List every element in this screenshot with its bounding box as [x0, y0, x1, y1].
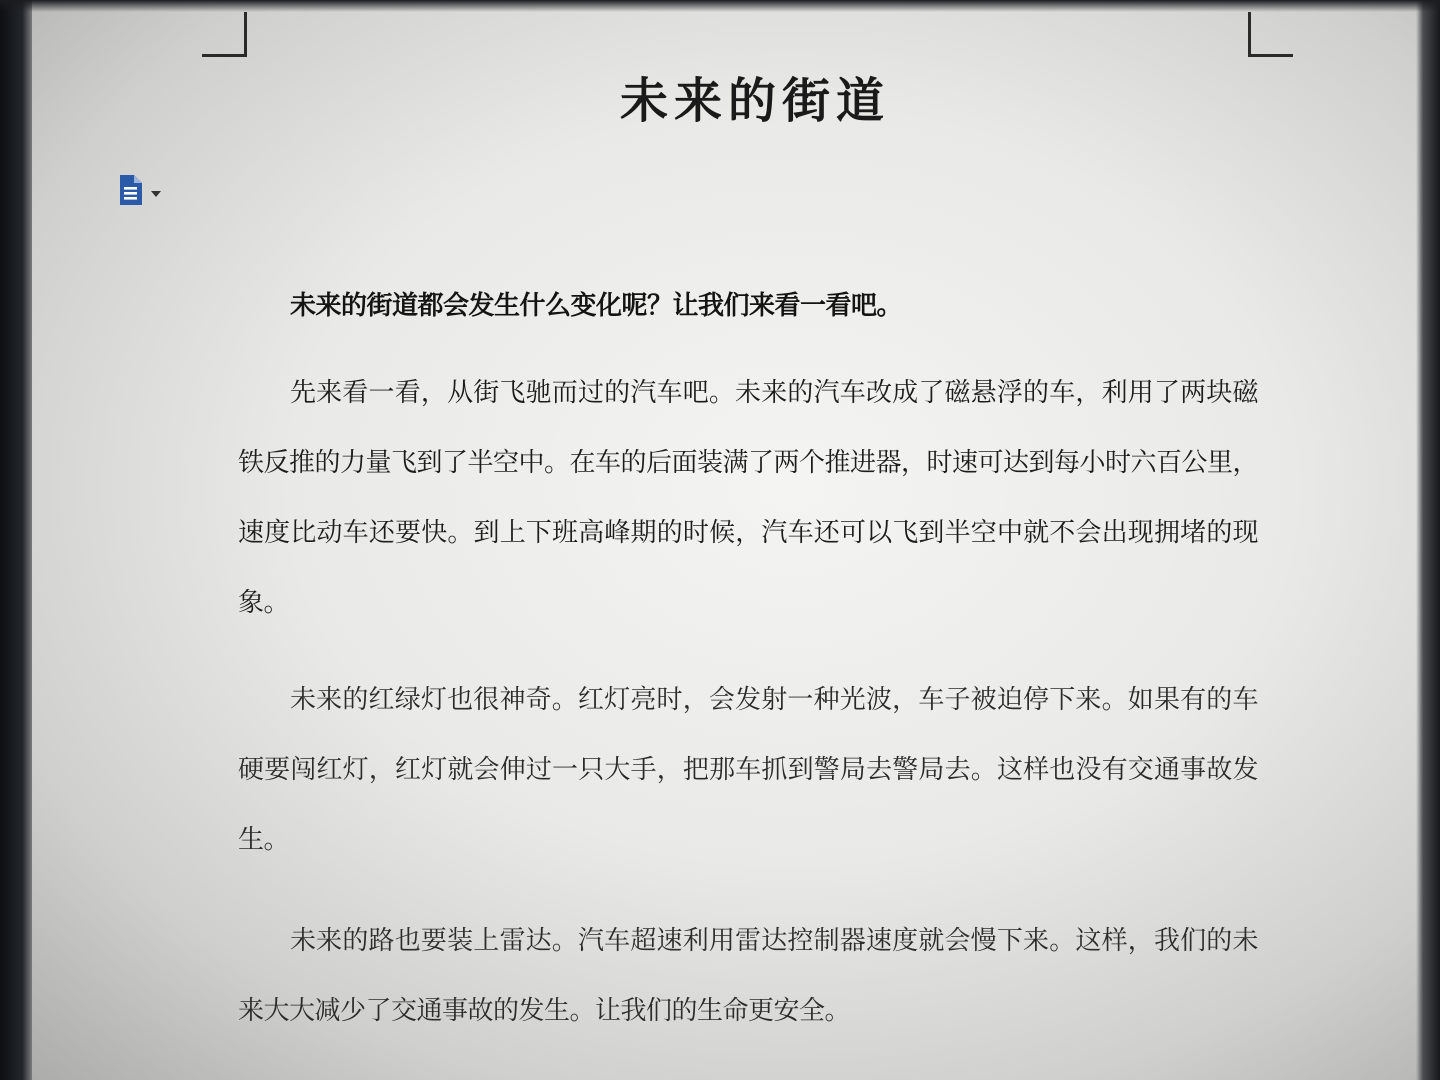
- paragraph-intro[interactable]: 未来的街道都会发生什么变化呢？让我们来看一看吧。: [290, 291, 903, 321]
- page-corner-mark-top-right: [1248, 12, 1293, 57]
- paragraph-radar[interactable]: 未来的路也要装上雷达。汽车超速利用雷达控制器速度就会慢下来。这样，我们的未来大大减少了交通事故的发生。让我们的生命更安全。: [238, 926, 1258, 1026]
- monitor-bezel-left: [0, 0, 32, 1080]
- page-corner-mark-top-left: [202, 12, 247, 57]
- caret-down-icon[interactable]: [150, 183, 162, 202]
- paragraph-cars[interactable]: 先来看一看，从街飞驰而过的汽车吧。未来的汽车改成了磁悬浮的车，利用了两块磁铁反推的力量飞到了半空中。在车的后面装满了两个推进器，时速可达到每小时六百公里，速度比动车还要快。到上下班高峰期的时候，汽车还可以飞到半空中就不会出现拥堵的现象。: [238, 378, 1259, 618]
- monitor-bezel-top: [0, 0, 1440, 12]
- paragraph-traffic-lights[interactable]: 未来的红绿灯也很神奇。红灯亮时，会发射一种光波，车子被迫停下来。如果有的车硬要闯红灯，红灯就会伸过一只大手，把那车抓到警局去警局去。这样也没有交通事故发生。: [238, 685, 1258, 855]
- document-page[interactable]: [40, 12, 1420, 1080]
- document-title[interactable]: 未来的街道: [619, 73, 890, 129]
- document-icon: [118, 174, 144, 210]
- paste-options-button[interactable]: [118, 175, 178, 209]
